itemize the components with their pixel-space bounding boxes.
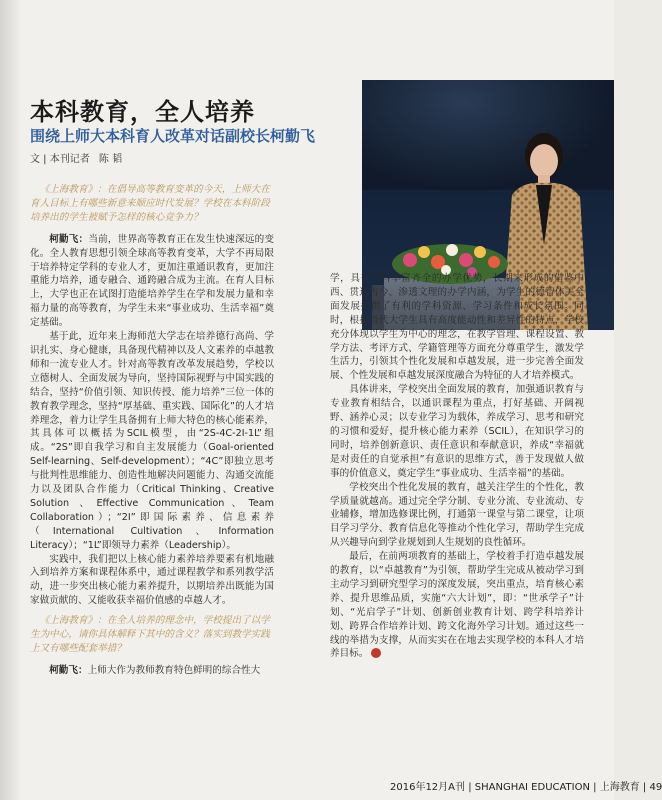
article-subtitle: 围绕上师大本科育人改革对话副校长柯勤飞 (30, 127, 316, 145)
body-paragraph: 最后，在前两项教育的基础上，学校着手打造卓越发展的教育，以“卓越教育”为引领，帮助学生完成从被动学习到主动学习到研究型学习的深度发展，突出重点，培育核心素养、提升思维品质，实施“六大计划”，即：“世承学子”计划、“光启学子”计划、创新创业教育计划、跨学科培养计划、跨界合作培养计划、跨文化海外学习计划。通过这些一线的举措为支撑，从而实实在在地去实现学校的本科人才培养目标。 (330, 551, 584, 660)
byline (30, 150, 128, 165)
text-column-right (330, 272, 584, 661)
footer-text: 2016年12月A刊 | SHANGHAI EDUCATION | 上海教育 | 49 (390, 782, 662, 793)
byline-author: 陈 韬 (98, 154, 123, 165)
interview-question: 《上海教育》：在倡导高等教育变革的今天，上师大在育人目标上有哪些新意来顺应时代发展？学校在本科阶段培养出的学生被赋予怎样的核心竞争力？ (30, 184, 270, 223)
body-paragraph: 实践中，我们把以上核心能力素养培养要素有机地融入到培养方案和课程体系中，通过课程教学和系列教学活动，进一步突出核心能力素养提升，以期培养出既能为国家做贡献的、又能收获幸福价值感的卓越人才。 (30, 553, 274, 607)
body-paragraph: 基于此，近年来上海师范大学志在培养德行高尚、学识扎实、身心健康，具备现代精神以及人文素养的卓越教师和一流专业人才。针对高等教育改革发展趋势，学校以立德树人、全面发展为导向，坚持国际视野与中国实践的结合，坚持“价值引领、知识传授、能力培养”三位一体的教育教学理念，坚持“厚基础、重实践、国际化”的人才培养理念，着力让学生具备拥有上师大特色的核心能素养，其具体可以概括为SCIL模型，由“2S-4C-2I-1L”组成。“2S”即自我学习和自主发展能力（Goal-oriented Self-learning、Self-development）；“4C”即独立思考与批判性思维能力、创造性地解决问题能力、沟通交流能力以及团队合作能力（Critical Thinking、Creative Solution 、Effective Communication、Team Collaboration）；“2I”即国际素养、信息素养（International Cultivation、Information Literacy）；“1L”即领导力素养（Leadership）。 (30, 331, 274, 551)
page-footer (0, 774, 662, 800)
page-gutter-shadow (0, 0, 22, 800)
footer-magazine-cn: 上海教育 (599, 782, 640, 793)
article-title: 本科教育，全人培养 (30, 98, 255, 126)
byline-prefix: 文 | 本刊记者 (30, 154, 90, 165)
body-paragraph: 具体讲来，学校突出全面发展的教育，加强通识教育与专业教育相结合，以通识课程为重点，打好基础、开阔视野、涵养心灵；以专业学习为载体，养成学习、思考和研究的习惯和爱好，提升核心能力素养（SCIL），在知识学习的同时，培养创新意识、责任意识和奉献意识，养成“幸福就是对责任的自觉承担”有意识的思维方式，善于发现做人做事的价值意义，奠定学生“事业成功、生活幸福”的基础。 (330, 384, 584, 479)
page-number: 49 (649, 782, 662, 793)
body-paragraph: 学校突出个性化发展的教育，越关注学生的个性化，教学质量就越高。通过完全学分制、专业分流、专业流动、专业辅修，增加选修课比例，打通第一课堂与第二课堂，让项目学习学分、教育信息化等推动个性化学习，帮助学生完成从兴趣导向到学业规划到人生规划的良性循环。 (330, 481, 584, 549)
text-column-left (30, 183, 274, 678)
speaker-label: 柯勤飞： (49, 233, 89, 245)
body-paragraph: 学，具有学科丰富齐全的办学优势，长期来形成的借鉴中西、贯通古今、渗透文理的办学内涵，为学生的德智体美全面发展提供了有利的学科资源、学习条件和成长氛围。同时，根据当代大学生具有高度能动性和差异性的特点，学校充分体现以学生为中心的理念，在教学管理、课程设置、教学方法、考评方式、学籍管理等方面充分尊重学生，激发学生活力，引领其个性化发展和卓越发展，进一步完善全面发展、个性发展和卓越发展深度融合为特征的人才培养模式。 (330, 273, 584, 382)
footer-issue: 2016年12月A刊 (390, 782, 466, 793)
speaker-label: 柯勤飞： (49, 664, 88, 676)
footer-magazine-en: SHANGHAI EDUCATION (474, 782, 590, 793)
article-end-icon (371, 648, 381, 658)
body-paragraph: 柯勤飞：上师大作为教师教育特色鲜明的综合性大 (49, 664, 261, 676)
body-paragraph: 柯勤飞：当前，世界高等教育正在发生快速深远的变化。全人教育思想引领全球高等教育变革，大学不再局限于培养特定学科的专业人才，更加注重通识教育，更加注重能力培养，通专融合、通跨融合成为主流。在育人目标上，大学也正在试图打造能培养学生在学和发展力量和幸福力量的高等教育，为学生未来“事业成功、生活幸福”奠定基础。 (30, 233, 275, 329)
interview-question: 《上海教育》：在全人培养的理念中，学校提出了以学生为中心，请你具体解释下其中的含义？落实到教学实践上又有哪些配套举措？ (30, 615, 270, 654)
